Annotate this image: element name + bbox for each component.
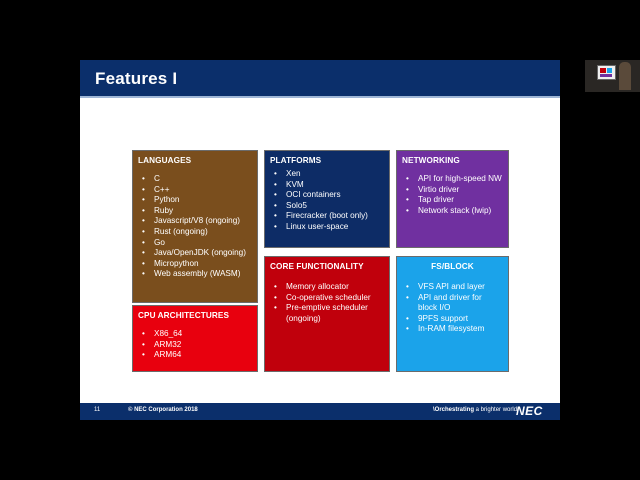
core-functionality-box: [264, 256, 390, 372]
core-functionality-title: CORE FUNCTIONALITY: [270, 262, 364, 271]
list-item: • Ruby: [148, 206, 252, 217]
languages-title: LANGUAGES: [138, 156, 192, 165]
fs-block-box: [396, 256, 509, 372]
list-item: • API for high-speed NW: [412, 174, 503, 185]
list-item: • Python: [148, 195, 252, 206]
presentation-slide: [80, 60, 560, 420]
nec-logo: NEC: [516, 404, 543, 418]
list-item: • Go: [148, 238, 252, 249]
fs-block-title: FS/BLOCK: [431, 262, 474, 271]
cpu-architectures-title: CPU ARCHITECTURES: [138, 311, 230, 320]
list-item: • Micropython: [148, 259, 252, 270]
list-item: • Memory allocator: [280, 282, 384, 293]
thumbnail-screen: [597, 65, 616, 80]
networking-box: [396, 150, 509, 248]
languages-list: [138, 174, 252, 280]
list-item: • Network stack (lwip): [412, 206, 503, 217]
list-item: • Java/OpenJDK (ongoing): [148, 248, 252, 259]
list-item: • ARM64: [148, 350, 252, 361]
platforms-title: PLATFORMS: [270, 156, 322, 165]
header-divider: [80, 96, 560, 98]
thumbnail-block: [600, 68, 606, 73]
list-item: • Tap driver: [412, 195, 503, 206]
tagline-rest: a brighter world: [474, 407, 518, 413]
list-item: • Co-operative scheduler: [280, 293, 384, 304]
slide-footer: [80, 403, 560, 420]
list-item: • OCI containers: [280, 190, 384, 201]
slide-header: [80, 60, 560, 96]
thumbnail-block: [600, 74, 612, 77]
speaker-video-thumbnail[interactable]: [585, 60, 640, 92]
fs-block-list: [402, 282, 503, 335]
thumbnail-block: [607, 68, 612, 73]
list-item: • VFS API and layer: [412, 282, 503, 293]
list-item: • C: [148, 174, 252, 185]
page-number: 11: [94, 407, 101, 413]
tagline-strong: \Orchestrating: [433, 407, 475, 413]
list-item: • KVM: [280, 180, 384, 191]
platforms-list: [270, 169, 384, 233]
networking-title: NETWORKING: [402, 156, 460, 165]
list-item: • API and driver for block I/O: [412, 293, 503, 314]
list-item: • ARM32: [148, 340, 252, 351]
list-item: • In-RAM filesystem: [412, 324, 503, 335]
slide-title: Features I: [95, 69, 178, 88]
list-item: • Firecracker (boot only): [280, 211, 384, 222]
speaker-silhouette: [619, 62, 631, 90]
list-item: • Pre-emptive scheduler (ongoing): [280, 303, 384, 324]
networking-list: [402, 174, 503, 216]
cpu-architectures-box: [132, 305, 258, 372]
list-item: • C++: [148, 185, 252, 196]
list-item: • X86_64: [148, 329, 252, 340]
list-item: • Web assembly (WASM): [148, 269, 252, 280]
tagline: [433, 407, 517, 413]
core-functionality-list: [270, 282, 384, 324]
list-item: • Javascript/V8 (ongoing): [148, 216, 252, 227]
list-item: • 9PFS support: [412, 314, 503, 325]
list-item: • Linux user-space: [280, 222, 384, 233]
copyright-text: © NEC Corporation 2018: [128, 407, 198, 413]
list-item: • Xen: [280, 169, 384, 180]
cpu-architectures-list: [138, 329, 252, 361]
platforms-box: [264, 150, 390, 248]
list-item: • Solo5: [280, 201, 384, 212]
list-item: • Rust (ongoing): [148, 227, 252, 238]
languages-box: [132, 150, 258, 303]
list-item: • Virtio driver: [412, 185, 503, 196]
